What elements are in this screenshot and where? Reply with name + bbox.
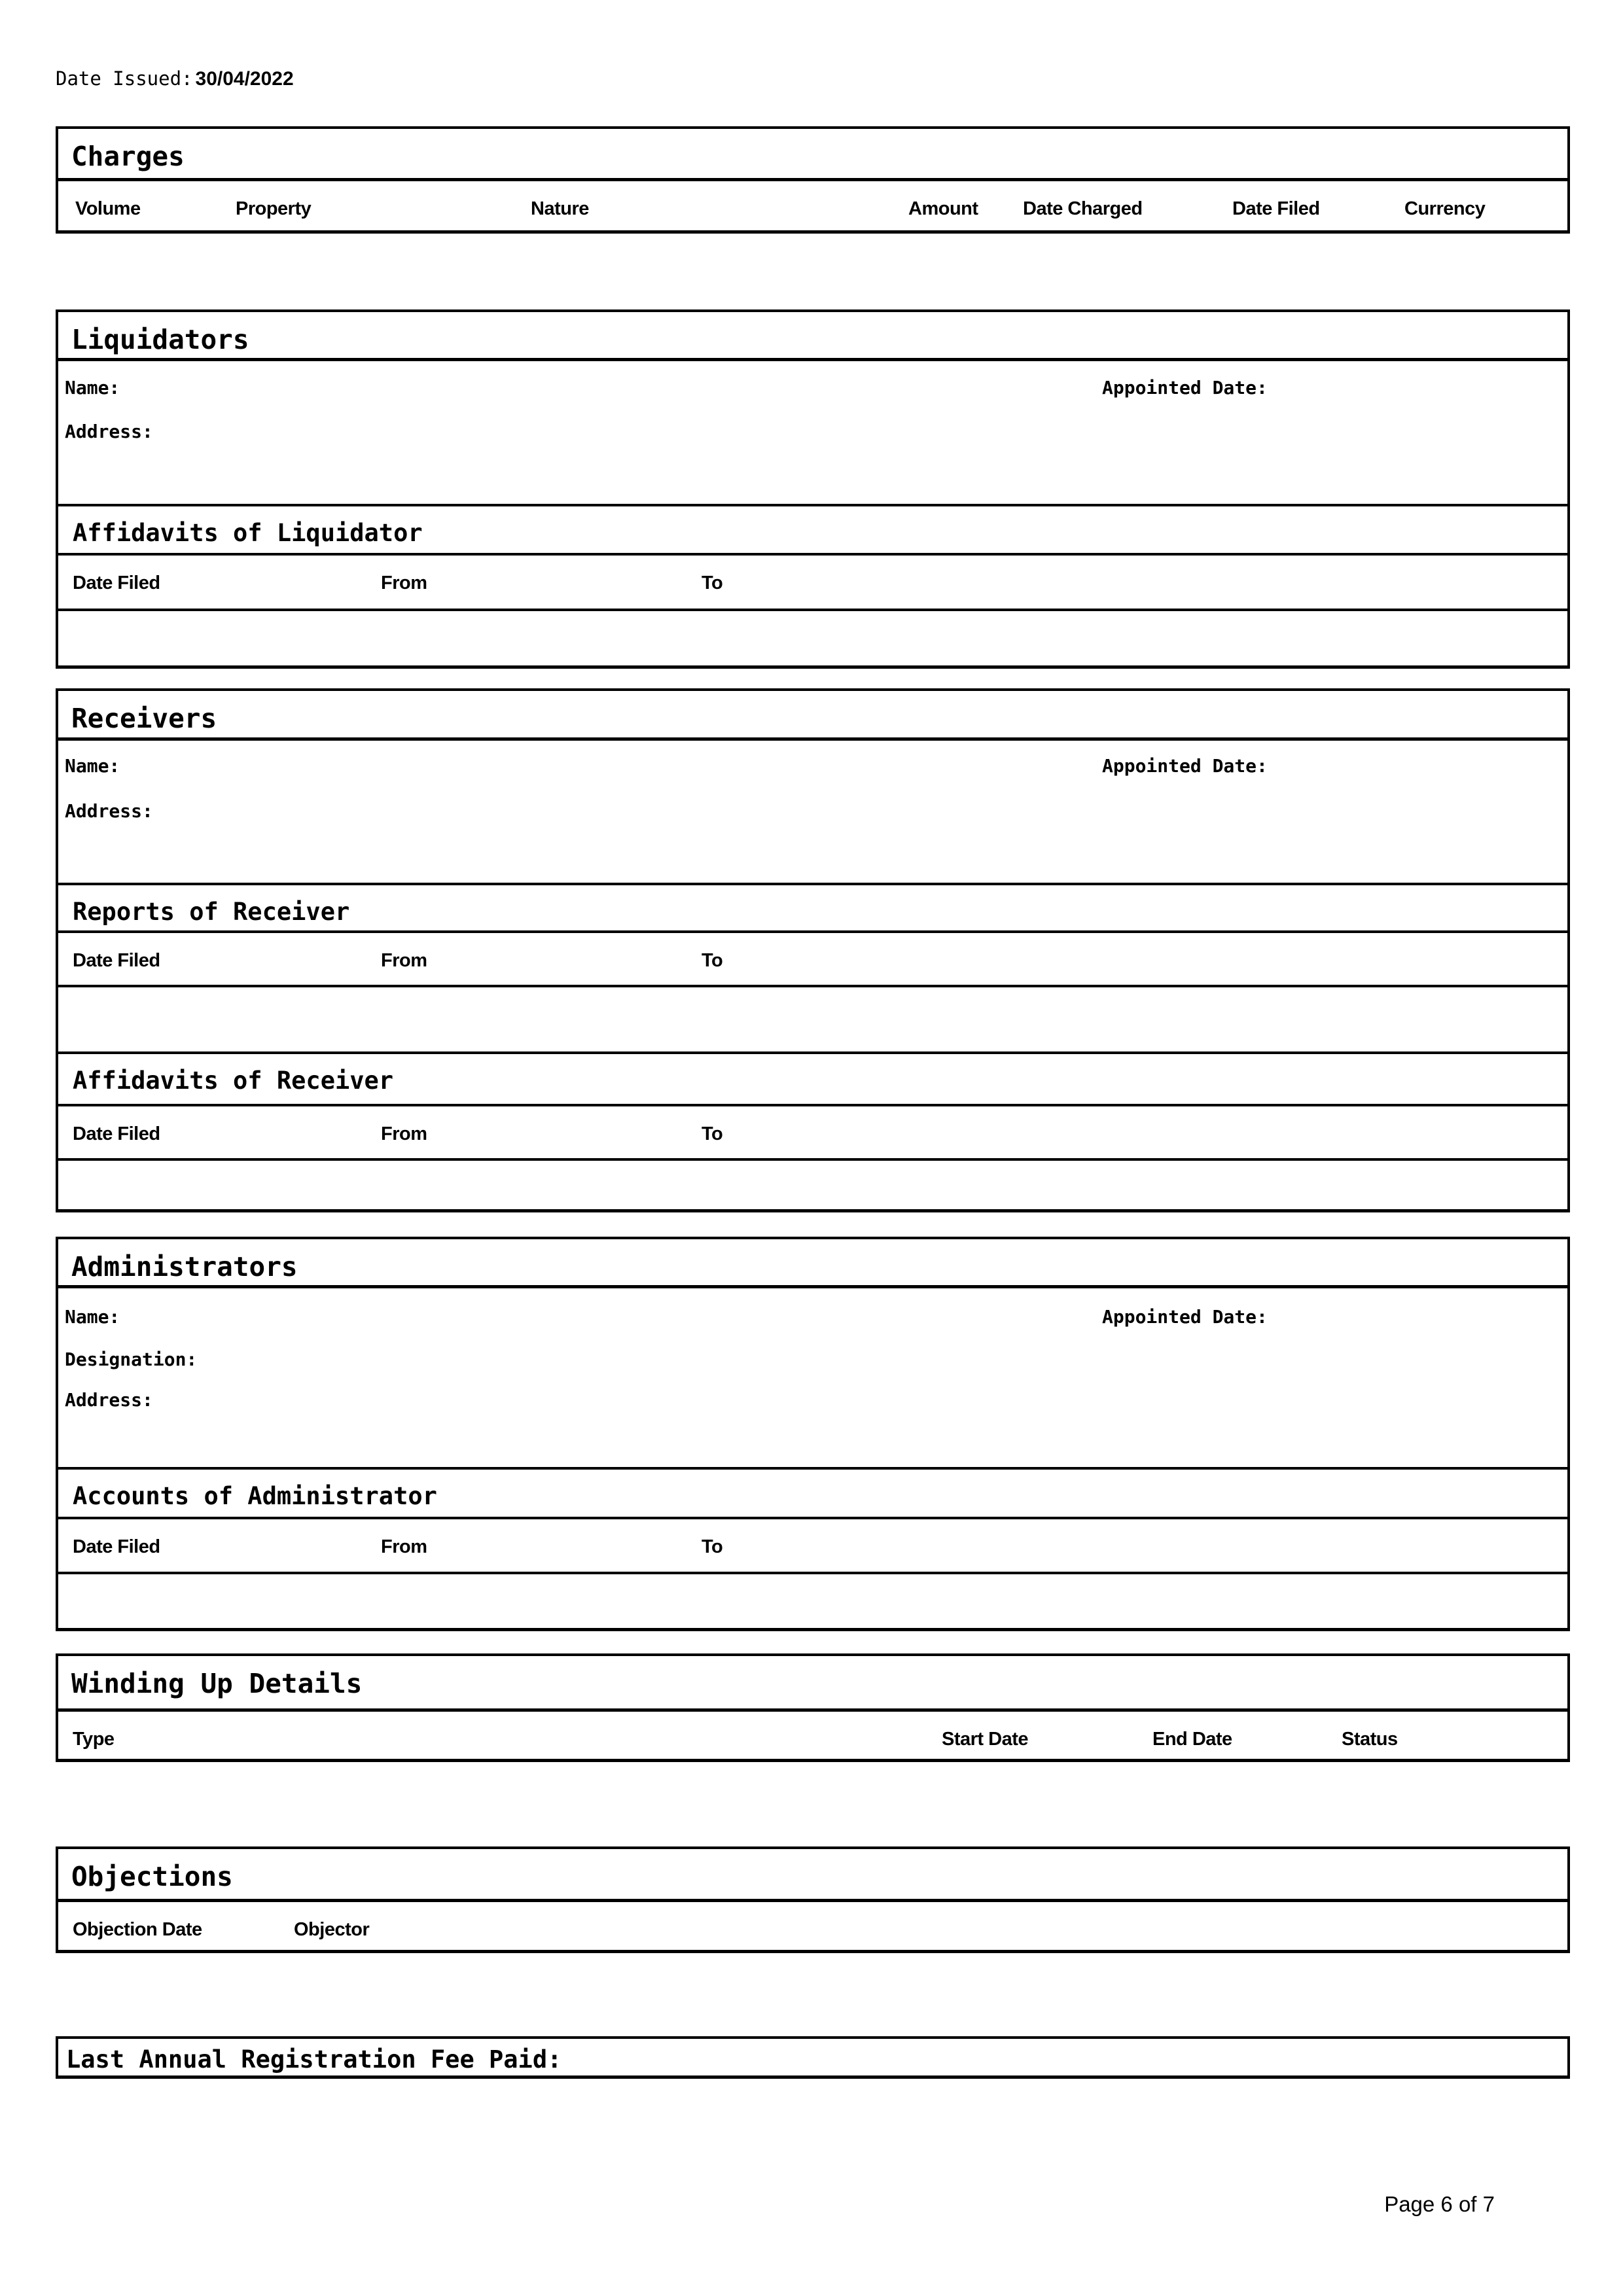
administrator-name-label: Name: <box>65 1306 120 1328</box>
page-number: Page 6 of 7 <box>1384 2192 1495 2216</box>
objections-section <box>56 1846 1570 1953</box>
date-issued-line <box>56 67 294 90</box>
affidavits-of-receiver-header-row <box>58 1106 1567 1161</box>
column-header-from: From <box>381 573 427 593</box>
column-header-to: To <box>702 950 723 971</box>
receivers-fields <box>58 741 1567 883</box>
column-header-objector: Objector <box>294 1919 370 1940</box>
column-header-type: Type <box>73 1729 115 1750</box>
column-header-property: Property <box>236 198 312 219</box>
winding-up-section <box>56 1653 1570 1762</box>
liquidators-section <box>56 309 1570 669</box>
affidavits-of-receiver-empty-row <box>58 1161 1567 1209</box>
column-header-amount: Amount <box>908 198 978 219</box>
column-header-date-filed: Date Filed <box>1232 198 1320 219</box>
charges-section <box>56 126 1570 234</box>
objections-title: Objections <box>58 1849 1567 1902</box>
affidavits-of-liquidator-title: Affidavits of Liquidator <box>58 504 1567 556</box>
administrator-address-label: Address: <box>65 1389 153 1411</box>
column-header-to: To <box>702 1123 723 1144</box>
receiver-address-label: Address: <box>65 800 153 822</box>
column-header-from: From <box>381 1536 427 1557</box>
liquidators-title: Liquidators <box>58 312 1567 361</box>
administrators-fields <box>58 1288 1567 1467</box>
column-header-end-date: End Date <box>1152 1729 1232 1750</box>
reports-of-receiver-title: Reports of Receiver <box>58 883 1567 933</box>
affidavits-of-liquidator-empty-row <box>58 611 1567 665</box>
liquidator-address-label: Address: <box>65 421 153 442</box>
date-issued-value: 30/04/2022 <box>195 68 294 90</box>
winding-up-header-row <box>58 1712 1567 1759</box>
receivers-title: Receivers <box>58 691 1567 741</box>
liquidators-fields <box>58 361 1567 504</box>
column-header-status: Status <box>1342 1729 1398 1750</box>
affidavits-of-liquidator-header-row <box>58 556 1567 611</box>
charges-title: Charges <box>58 129 1567 181</box>
accounts-of-administrator-empty-row <box>58 1574 1567 1628</box>
liquidator-name-label: Name: <box>65 377 120 398</box>
receiver-appointed-date-label: Appointed Date: <box>1102 755 1268 777</box>
column-header-to: To <box>702 573 723 593</box>
receiver-name-label: Name: <box>65 755 120 777</box>
column-header-date-filed: Date Filed <box>73 1536 160 1557</box>
receivers-section <box>56 688 1570 1212</box>
column-header-date-filed: Date Filed <box>73 1123 160 1144</box>
administrator-appointed-date-label: Appointed Date: <box>1102 1306 1268 1328</box>
reports-of-receiver-header-row <box>58 933 1567 987</box>
objections-header-row <box>58 1902 1567 1950</box>
column-header-volume: Volume <box>75 198 141 219</box>
column-header-objection-date: Objection Date <box>73 1919 202 1940</box>
accounts-of-administrator-title: Accounts of Administrator <box>58 1467 1567 1519</box>
column-header-date-filed: Date Filed <box>73 573 160 593</box>
date-issued-label: Date Issued: <box>56 67 193 90</box>
administrators-section <box>56 1237 1570 1631</box>
column-header-from: From <box>381 1123 427 1144</box>
column-header-currency: Currency <box>1404 198 1486 219</box>
charges-header-row <box>58 181 1567 230</box>
reports-of-receiver-empty-row <box>58 987 1567 1051</box>
last-annual-fee-section: Last Annual Registration Fee Paid: <box>56 2036 1570 2079</box>
liquidator-appointed-date-label: Appointed Date: <box>1102 377 1268 398</box>
accounts-of-administrator-header-row <box>58 1519 1567 1574</box>
column-header-start-date: Start Date <box>942 1729 1028 1750</box>
administrator-designation-label: Designation: <box>65 1349 198 1370</box>
administrators-title: Administrators <box>58 1239 1567 1288</box>
column-header-date-filed: Date Filed <box>73 950 160 971</box>
winding-up-title: Winding Up Details <box>58 1656 1567 1712</box>
affidavits-of-receiver-title: Affidavits of Receiver <box>58 1051 1567 1106</box>
column-header-to: To <box>702 1536 723 1557</box>
column-header-from: From <box>381 950 427 971</box>
column-header-nature: Nature <box>531 198 589 219</box>
column-header-date-charged: Date Charged <box>1023 198 1143 219</box>
